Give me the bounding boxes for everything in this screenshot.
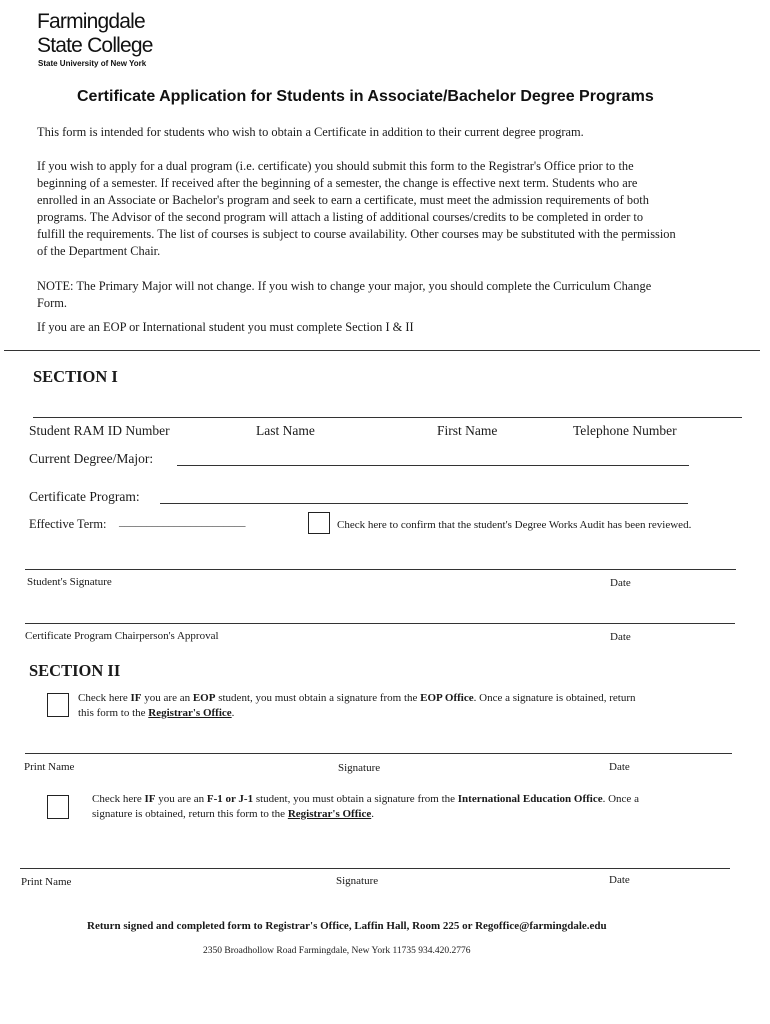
student-signature-label: Student's Signature [27, 576, 112, 588]
effective-term-field[interactable]: _______________________ [119, 516, 246, 528]
international-checkbox[interactable] [47, 795, 69, 819]
instructions-line: beginning of a semester. If received after the beginning of a semester, the change is effective next term. Students who are [37, 176, 638, 190]
student-signature-date-label: Date [610, 577, 631, 589]
instructions-line: programs. The Advisor of the second program will attach a listing of additional courses/credits to be completed in order to [37, 210, 644, 224]
chair-approval-date-label: Date [610, 631, 631, 643]
college-address: 2350 Broadhollow Road Farmingdale, New York 11735 934.420.2776 [203, 946, 471, 956]
ram-id-label: Student RAM ID Number [29, 423, 170, 438]
note-line-2: Form. [37, 296, 67, 310]
certificate-program-field[interactable] [160, 503, 688, 504]
first-name-label: First Name [437, 423, 498, 438]
instructions-line: fulfill the requirements. The list of courses is subject to course availability. Other courses may be substituted with the permission [37, 227, 676, 241]
section-2-heading: SECTION II [29, 661, 121, 680]
eop-international-notice: If you are an EOP or International student you must complete Section I & II [37, 320, 414, 334]
eop-checkbox[interactable] [47, 693, 69, 717]
eop-date-label: Date [609, 761, 630, 773]
registrars-office-link: Registrar's Office [148, 707, 232, 719]
instructions-line: enrolled in an Associate or Bachelor's program and seek to earn a certificate, must meet the admission requirements of both [37, 193, 649, 207]
return-instructions: Return signed and completed form to Registrar's Office, Laffin Hall, Room 225 or Regoffice@farmingdale.edu [87, 920, 607, 932]
section-1-heading: SECTION I [33, 367, 118, 386]
chair-approval-label: Certificate Program Chairperson's Approval [25, 630, 219, 642]
note-line-1: NOTE: The Primary Major will not change. If you wish to change your major, you should complete the Curriculum Change [37, 279, 652, 293]
instructions-line: If you wish to apply for a dual program (i.e. certificate) you should submit this form to the Registrar's Office prior to the [37, 159, 634, 173]
section-divider [4, 350, 760, 351]
telephone-label: Telephone Number [573, 423, 677, 438]
chair-approval-line[interactable] [25, 623, 735, 624]
logo-line-1: Farmingdale [37, 10, 145, 33]
eop-instructions: Check here IF you are an EOP student, you must obtain a signature from the EOP Office. Once a signature is obtained, return this form to the Registrar's Office. [78, 692, 636, 719]
eop-print-name-label: Print Name [24, 761, 75, 773]
international-instructions: Check here IF you are an F-1 or J-1 student, you must obtain a signature from the International Education Office. Once a signature is obtained, return this form to the Registrar's Office. [92, 793, 639, 820]
degree-works-checkbox[interactable] [308, 512, 330, 534]
intl-date-label: Date [609, 874, 630, 886]
intl-signature-label: Signature [336, 875, 379, 887]
intro-paragraph: This form is intended for students who wish to obtain a Certificate in addition to their current degree program. [37, 125, 584, 139]
logo-line-3: State University of New York [38, 59, 147, 68]
registrars-office-link: Registrar's Office [287, 808, 372, 820]
logo-line-2: State College [37, 34, 153, 57]
current-degree-label: Current Degree/Major: [29, 451, 154, 466]
current-degree-field[interactable] [177, 465, 689, 466]
instructions-line: of the Department Chair. [37, 244, 161, 258]
student-info-line[interactable] [33, 417, 742, 418]
intl-print-name-label: Print Name [21, 876, 72, 888]
eop-signature-label: Signature [338, 762, 381, 774]
last-name-label: Last Name [256, 423, 315, 438]
certificate-program-label: Certificate Program: [29, 489, 140, 504]
degree-works-label: Check here to confirm that the student's Degree Works Audit has been reviewed. [337, 519, 692, 531]
international-signature-line[interactable] [20, 868, 730, 869]
student-signature-line[interactable] [25, 569, 736, 570]
eop-signature-line[interactable] [25, 753, 732, 754]
effective-term-label: Effective Term: [29, 517, 107, 531]
form-title: Certificate Application for Students in Associate/Bachelor Degree Programs [77, 88, 654, 105]
